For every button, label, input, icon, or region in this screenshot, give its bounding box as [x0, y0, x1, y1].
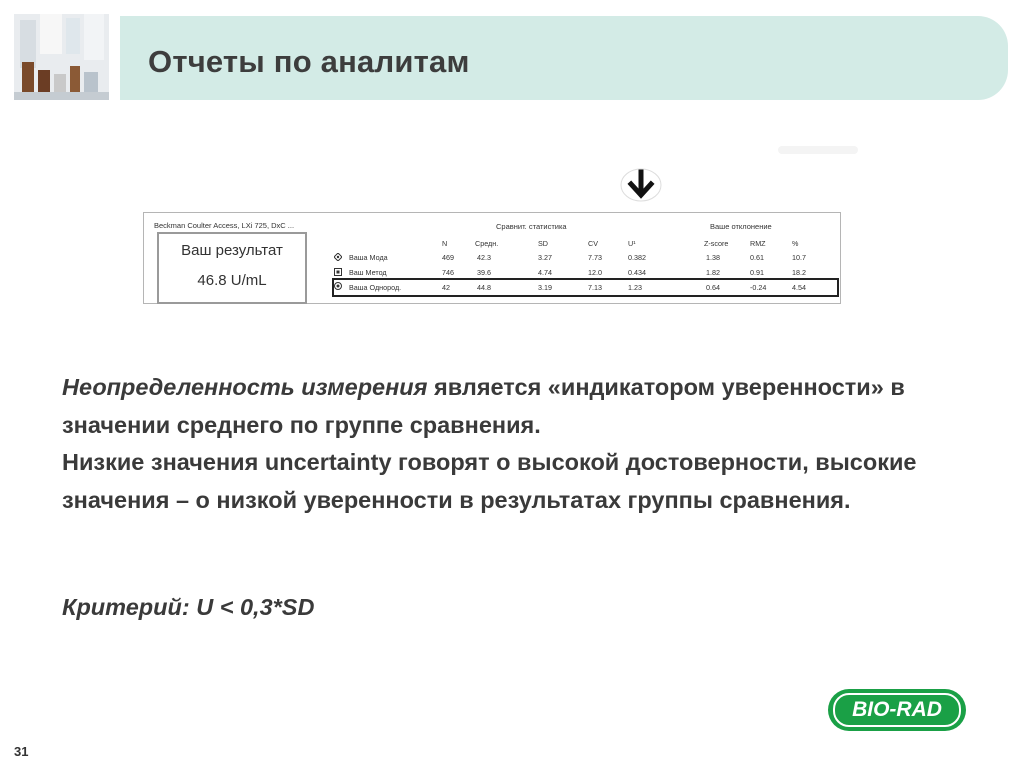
slide-title: Отчеты по аналитам: [148, 44, 470, 79]
table-cell: 42.3: [477, 253, 491, 262]
col-header-mean: Средн.: [475, 239, 499, 248]
table-cell: 4.74: [538, 268, 552, 277]
col-header-cv: CV: [588, 239, 598, 248]
your-result-value: 46.8 U/mL: [197, 272, 267, 289]
table-cell: 0.61: [750, 253, 764, 262]
col-header-zscore: Z-score: [704, 239, 729, 248]
table-cell: 39.6: [477, 268, 491, 277]
down-arrow-icon: [620, 168, 662, 207]
table-cell: 1.38: [706, 253, 720, 262]
table-cell: 0.91: [750, 268, 764, 277]
table-cell: 12.0: [588, 268, 602, 277]
col-header-n: N: [442, 239, 448, 248]
paragraph-text-1: является «индикатором уверенности» в значении среднего по группе сравнения.: [62, 374, 905, 438]
logo-text: BIO-RAD: [833, 693, 961, 727]
table-cell: 0.434: [628, 268, 646, 277]
col-header-sd: SD: [538, 239, 548, 248]
table-cell: 7.13: [588, 283, 602, 292]
analyte-report-table: [143, 212, 841, 304]
report-device: Beckman Coulter Access, LXi 725, DxC ...: [154, 221, 295, 230]
row-label-method: Ваш Метод: [349, 268, 387, 277]
table-cell: 1.23: [628, 283, 642, 292]
slide-number: 31: [14, 744, 29, 759]
row-label-mode: Ваша Мода: [349, 253, 388, 262]
table-cell: 18.2: [792, 268, 806, 277]
row-label-peer: Ваша Однород.: [349, 283, 402, 292]
table-cell: 10.7: [792, 253, 806, 262]
table-cell: 4.54: [792, 283, 806, 292]
table-cell: 3.27: [538, 253, 552, 262]
table-cell: 42: [442, 283, 450, 292]
table-cell: 746: [442, 268, 454, 277]
your-result-box: [157, 232, 307, 304]
bio-rad-logo: [828, 689, 966, 731]
table-cell: 7.73: [588, 253, 602, 262]
criterion-text: Критерий: U < 0,3*SD: [62, 594, 315, 620]
explanation-paragraph: [62, 369, 962, 519]
lab-bottles-photo: [14, 14, 109, 100]
paragraph-text-2: Низкие значения uncertainty говорят о высокой достоверности, высокие значения – о низкой уверенности в результатах группы сравнения.: [62, 449, 917, 513]
table-cell: 3.19: [538, 283, 552, 292]
col-header-u: U¹: [628, 239, 636, 248]
table-cell: -0.24: [750, 283, 767, 292]
table-cell: 0.382: [628, 253, 646, 262]
table-cell: 1.82: [706, 268, 720, 277]
mode-diamond-icon: [334, 253, 342, 261]
your-result-label: Ваш результат: [181, 242, 283, 259]
deviation-header: Ваше отклонение: [710, 222, 772, 231]
table-cell: 469: [442, 253, 454, 262]
method-square-icon: [334, 268, 342, 276]
col-header-rmz: RMZ: [750, 239, 766, 248]
emphasized-term: Неопределенность измерения: [62, 374, 428, 400]
table-cell: 0.64: [706, 283, 720, 292]
group-stats-header: Сравнит. статистика: [496, 222, 567, 231]
decorative-smudge: [778, 146, 858, 154]
col-header-pct: %: [792, 239, 799, 248]
table-cell: 44.8: [477, 283, 491, 292]
